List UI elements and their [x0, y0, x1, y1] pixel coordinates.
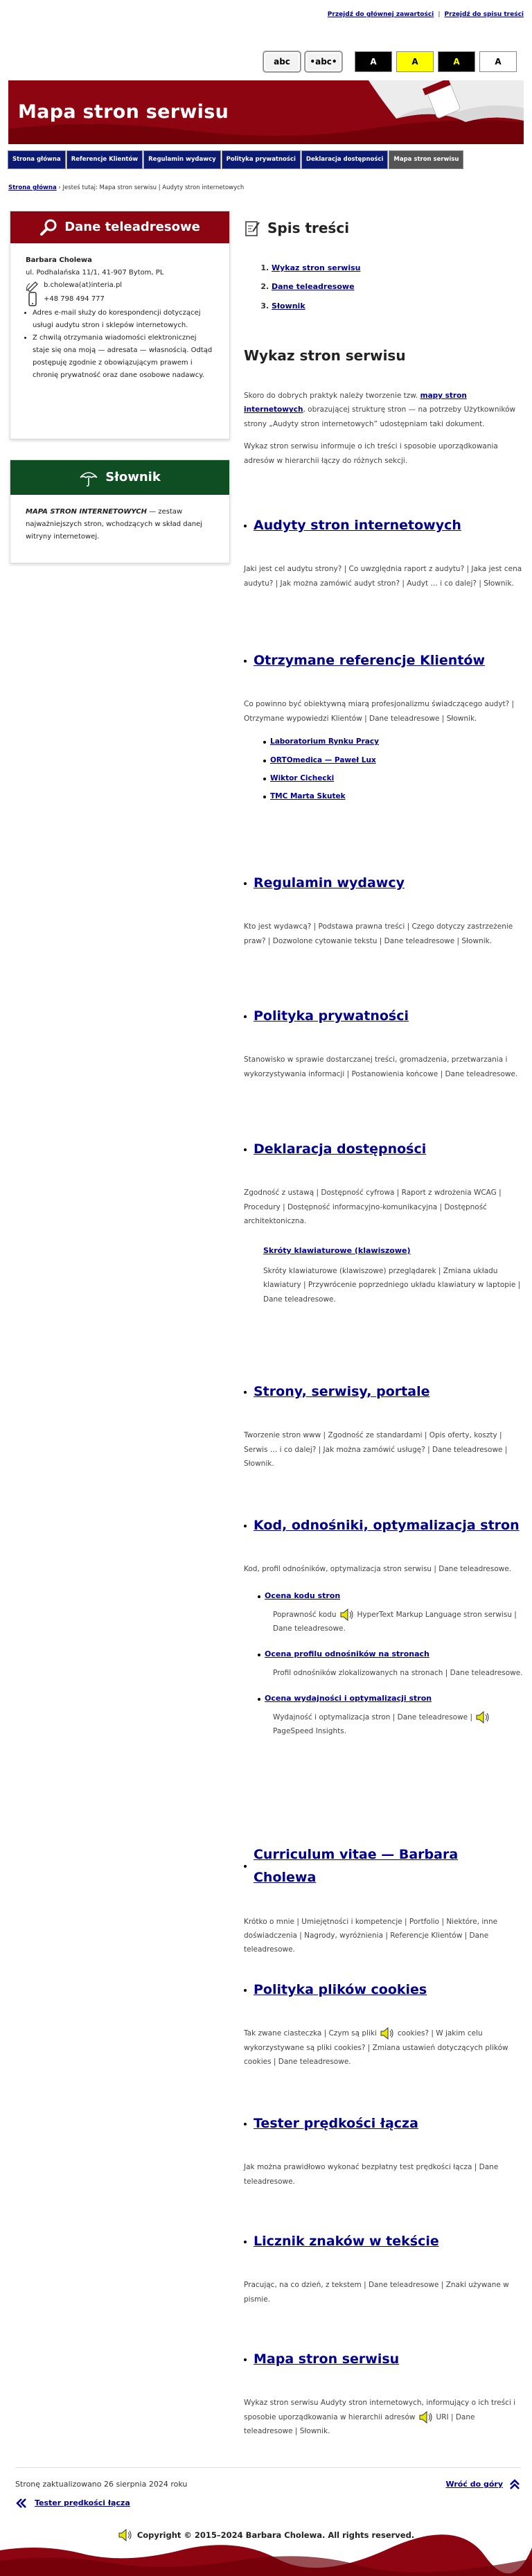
section-link[interactable]: Polityka plików cookies [254, 1982, 427, 1997]
nav-accessibility[interactable]: Deklaracja dostępności [302, 151, 388, 168]
bullet-icon [244, 1391, 247, 1394]
font-size-large-button[interactable] [305, 51, 342, 72]
bullet-icon [258, 1698, 260, 1701]
subsection-heading [263, 1244, 524, 1257]
contrast-yellow-black-button[interactable]: A [396, 51, 434, 72]
section-referencje [244, 649, 524, 809]
bullet-icon [244, 1148, 247, 1151]
contrast-white-black-button[interactable]: A [479, 51, 517, 72]
notebook-icon [244, 220, 262, 238]
subsection-list [244, 1589, 524, 1739]
subsection-heading [258, 1589, 524, 1602]
subsection-text [258, 1608, 524, 1636]
section-deklaracja [244, 1138, 524, 1306]
double-chevron-left-icon [15, 2498, 28, 2509]
bullet-icon [244, 1989, 247, 1992]
section-text: Co powinno być obiektywną miarą profesjonalizmu świadczącego audyt? | Otrzymane wypowiedzi Klientów | Dane teleadresowe | Słownik. [244, 700, 515, 723]
section-text: Stanowisko w sprawie dostarczanej treści, gromadzenia, przetwarzania i wykorzystywania informacji | Postanowienia końcowe | Dane teleadresowe. [244, 1055, 518, 1078]
breadcrumb [8, 183, 244, 193]
section-heading [244, 1138, 524, 1161]
section-link[interactable]: Polityka prywatności [254, 1008, 409, 1024]
section-text: Kto jest wydawcą? | Podstawa prawna treści | Czego dotyczy zastrzeżenie praw? | Dozwolone cytowanie tekstu | Dane teleadresowe | Słownik. [244, 922, 513, 945]
back-to-top-link[interactable] [445, 2478, 521, 2491]
section-link[interactable]: Deklaracja dostępności [254, 1141, 427, 1157]
section-text: Tworzenie stron www | Zgodność ze standardami | Opis oferty, koszty | Serwis … i co dalej? | Jak można zamówić usługę? | Dane teleadresowe | Słownik. [244, 1431, 508, 1469]
section-text: Kod, profil odnośników, optymalizacja stron serwisu | Dane teleadresowe. [244, 1565, 512, 1574]
contact-phone: +48 798 494 777 [44, 295, 105, 303]
toc-item [272, 261, 524, 274]
section-text-b: URI | Dane teleadresowe | Słownik. [244, 2412, 475, 2436]
contact-address: ul. Podhalańska 11/1, 41-907 Bytom, PL [26, 269, 164, 277]
section-link[interactable]: Regulamin wydawcy [254, 875, 405, 891]
glossary-title: Słownik [105, 470, 161, 485]
search-icon [39, 218, 57, 236]
subsection-link[interactable]: Ocena kodu stron [265, 1591, 341, 1600]
toc-item [272, 280, 524, 293]
accessibility-toolbar [263, 51, 517, 72]
bullet-icon [263, 760, 266, 762]
nav-sitemap[interactable]: Mapa stron serwisu [389, 151, 463, 168]
subsection-text [258, 1710, 524, 1739]
section-polityka [244, 1005, 524, 1081]
section-heading [244, 2112, 524, 2135]
toc-link-wykaz[interactable]: Wykaz stron serwisu [272, 263, 361, 272]
double-chevron-up-icon [508, 2479, 521, 2490]
umbrella-icon [79, 468, 98, 487]
section-cookies [244, 1979, 524, 2069]
subsection [244, 1244, 524, 1307]
toc-heading [244, 216, 524, 240]
intro-sitemap-link[interactable]: mapy stron internetowych [244, 392, 467, 414]
section-text: Jak można prawidłowo wykonać bezpłatny test prędkości łącza | Dane teleadresowe. [244, 2163, 499, 2186]
section-link[interactable]: Mapa stron serwisu [254, 2351, 400, 2367]
toc [244, 216, 524, 318]
font-size-large-right-icon: • [331, 56, 337, 67]
reference-link-ortomedica[interactable]: ORTOmedica — Paweł Lux [270, 755, 376, 764]
skip-links [328, 10, 524, 21]
bullet-icon [244, 525, 247, 527]
site-title: Mapa stron serwisu [18, 101, 229, 123]
section-licznik [244, 2230, 524, 2306]
list-item [263, 735, 524, 748]
section-heading [244, 1005, 524, 1028]
section-heading [244, 2348, 524, 2371]
subsection-heading [258, 1692, 524, 1705]
section-heading [244, 1979, 524, 2001]
bullet-icon [244, 660, 247, 663]
intro-paragraph-1 [244, 389, 524, 431]
contact-notes [26, 307, 214, 382]
pen-icon [26, 279, 39, 292]
page-title: Wykaz stron serwisu [244, 347, 406, 364]
section-regulamin [244, 872, 524, 948]
glossary-header [10, 460, 229, 495]
subsection-text: Profil odnośników zlokalizowanych na stronach | Dane teleadresowe. [273, 1669, 523, 1678]
toc-link-dane[interactable]: Dane teleadresowe [272, 282, 355, 292]
section-cv [244, 1843, 524, 1957]
section-text [244, 2026, 524, 2069]
nav-references[interactable]: Referencje Klientów [67, 151, 142, 168]
contact-phone-row [26, 292, 214, 307]
phone-icon [26, 292, 39, 307]
reference-list [244, 735, 524, 803]
skip-sep: | [438, 11, 441, 18]
section-text-b: cookies? | W jakim celu wykorzystywane są pliki cookies? | Zmiana ustawień dotyczących plików cookies | Dane teleadresowe. [244, 2029, 508, 2067]
bullet-icon [244, 2241, 247, 2243]
section-kod [244, 1514, 524, 1739]
bullet-icon [263, 778, 266, 780]
skip-to-toc-link[interactable]: Przejdź do spisu treści [444, 11, 524, 18]
toc-item [272, 299, 524, 313]
contact-name: Barbara Cholewa [26, 256, 92, 264]
nav-privacy[interactable]: Polityka prywatności [222, 151, 300, 168]
wykaz-section [244, 344, 524, 468]
intro-text-c: , obrazującej strukturę stron — na potrzeby Użytkowników strony „Audyty stron internetowych” udostępniam taki dokument. [244, 405, 516, 428]
speaker-icon[interactable] [339, 1609, 355, 1621]
contact-body [10, 243, 229, 390]
glossary-definition: — zestaw najważniejszych stron, wchodzących w skład danej witryny internetowej. [26, 508, 202, 541]
bullet-icon [263, 796, 266, 798]
intro-text-a: Skoro do dobrych praktyk należy tworzenie tzw. [244, 392, 420, 400]
speaker-icon[interactable] [475, 1711, 490, 1724]
contact-note-1: • Adres e-mail służy do korespondencji dotyczącej usługi audytu stron i sklepów internetowych. [33, 307, 214, 332]
subsection-text: Skróty klawiaturowe (klawiszowe) przeglądarek | Zmiana układu klawiatury | Przywrócenie poprzedniego układu klawiatury w laptopie | Dane teleadresowe. [263, 1266, 521, 1304]
font-size-normal-button[interactable]: abc [263, 51, 301, 72]
font-size-large-left-icon: • [310, 56, 316, 67]
section-link[interactable]: Audyty stron internetowych [254, 518, 461, 533]
toc-title: Spis treści [267, 220, 350, 236]
nav-regulations[interactable]: Regulamin wydawcy [144, 151, 220, 168]
toc-list [244, 261, 524, 313]
breadcrumb-current: Jesteś tutaj: Mapa stron serwisu | Audyty stron internetowych [62, 184, 245, 191]
section-heading [244, 1843, 524, 1890]
bullet-icon [263, 741, 266, 744]
contrast-black-white-button[interactable]: A [355, 51, 392, 72]
list-item [263, 772, 524, 785]
subsection-text-a: Wydajność i optymalizacja stron | Dane teleadresowe | [273, 1712, 473, 1721]
speed-tester-link[interactable] [15, 2496, 130, 2509]
section-heading [244, 649, 524, 672]
section-link[interactable]: Curriculum vitae — Barbara Cholewa [253, 1847, 459, 1886]
section-link[interactable]: Tester prędkości łącza [254, 2116, 418, 2131]
last-updated: Stronę zaktualizowano 26 sierpnia 2024 roku [15, 2480, 188, 2489]
bullet-icon [258, 1654, 260, 1656]
section-audyty [244, 514, 524, 590]
section-heading [244, 514, 524, 537]
subsection-link[interactable]: Ocena wydajności i optymalizacji stron [265, 1693, 432, 1703]
subsection-text-b: PageSpeed Insights. [273, 1727, 347, 1736]
contact-header [10, 211, 229, 243]
contact-note-2: • Z chwilą otrzymania wiadomości elektronicznej staje się ona moją — adresata — własnością. Odtąd postępuję zgodnie z obowiązującym prawem i chronię prywatność oraz dane osobowe nadawcy. [33, 332, 214, 382]
section-tester [244, 2112, 524, 2189]
section-text-a: Tak zwane ciasteczka | Czym są pliki [244, 2029, 377, 2038]
breadcrumb-sep: › [58, 184, 61, 191]
glossary-box [10, 459, 230, 563]
subsection-text-b: HyperText Markup Language stron serwisu | Dane teleadresowe. [273, 1610, 517, 1633]
contact-email-row [26, 279, 214, 292]
section-link[interactable]: Licznik znaków w tekście [254, 2234, 439, 2249]
reference-link-lrp[interactable]: Laboratorium Rynku Pracy [270, 737, 379, 746]
section-heading [244, 1381, 524, 1403]
speaker-icon[interactable] [380, 2027, 395, 2040]
subsection-link[interactable]: Skróty klawiaturowe (klawiszowe) [263, 1245, 411, 1255]
glossary-body [10, 495, 229, 552]
font-size-large-label: abc [315, 56, 332, 67]
section-heading [244, 1514, 524, 1537]
section-text: Pracując, na co dzień, z tekstem | Dane teleadresowe | Znaki używane w pismie. [244, 2281, 509, 2304]
speaker-icon[interactable] [418, 2411, 434, 2424]
speaker-icon[interactable] [118, 2529, 133, 2541]
speed-tester-label: Tester prędkości łącza [35, 2498, 130, 2507]
copyright: Copyright © 2015–2024 Barbara Cholewa. All rights reserved. [136, 2530, 415, 2540]
contact-box [10, 211, 230, 439]
list-item [263, 790, 524, 803]
breadcrumb-home[interactable]: Strona główna [8, 184, 57, 191]
section-mapa [244, 2348, 524, 2439]
contact-title: Dane teleadresowe [64, 220, 200, 235]
back-to-top-label: Wróć do góry [445, 2480, 503, 2489]
bullet-icon [258, 1595, 260, 1598]
bullet-icon [244, 1015, 247, 1018]
section-text [244, 2396, 524, 2438]
copyright-row [0, 2528, 532, 2542]
section-link[interactable]: Otrzymane referencje Klientów [254, 653, 486, 668]
section-heading [244, 872, 524, 895]
section-link[interactable]: Kod, odnośniki, optymalizacja stron [254, 1518, 520, 1533]
skip-to-main-link[interactable]: Przejdź do głównej zawartości [327, 11, 434, 18]
glossary-term: MAPA STRON INTERNETOWYCH [26, 508, 147, 516]
subsection-link[interactable]: Ocena profilu odnośników na stronach [265, 1649, 429, 1658]
reference-link-cichecki[interactable]: Wiktor Cichecki [270, 773, 335, 782]
nav-home[interactable]: Strona główna [8, 151, 65, 168]
section-link[interactable]: Strony, serwisy, portale [254, 1384, 430, 1399]
section-heading [244, 2230, 524, 2253]
section-strony [244, 1381, 524, 1471]
bullet-icon [244, 2358, 247, 2361]
list-item [263, 754, 524, 766]
site-banner [8, 80, 524, 144]
subsection-text-a: Poprawność kodu [273, 1610, 337, 1619]
reference-link-tmc[interactable]: TMC Marta Skutek [270, 792, 346, 801]
bullet-icon [244, 1865, 247, 1868]
intro-paragraph-2: Wykaz stron serwisu informuje o ich treści i sposobie uporządkowania adresów w hierarchii łączy do różnych sekcji. [244, 442, 498, 465]
section-text-a: Wykaz stron serwisu Audyty stron internetowych, informujący o ich treści i sposobie uporządkowania w hierarchii adresów [244, 2399, 516, 2421]
bullet-icon [244, 882, 247, 885]
subsection-heading [258, 1647, 524, 1661]
section-text: Krótko o mnie | Umiejętności i kompetencje | Portfolio | Niektóre, inne doświadczenia | Nagrody, wyróżnienia | Referencje Klientów | Dane teleadresowe. [244, 1917, 498, 1954]
section-text: Jaki jest cel audytu strony? | Co uwzględnia raport z audytu? | Jaka jest cena audytu? | Jak można zamówić audyt stron? | Audyt … i co dalej? | Słownik. [244, 565, 522, 588]
footer-link-row [15, 2496, 130, 2509]
main-nav [8, 151, 463, 168]
contact-email: b.cholewa(at)interia.pl [44, 281, 123, 289]
contrast-black-yellow-button[interactable]: A [438, 51, 475, 72]
footer-bar [15, 2467, 521, 2491]
bullet-icon [244, 2123, 247, 2126]
toc-link-slownik[interactable]: Słownik [272, 301, 305, 310]
bullet-icon [244, 1525, 247, 1527]
section-text: Zgodność z ustawą | Dostępność cyfrowa | Raport z wdrożenia WCAG | Procedury | Dostępność informacyjno-komunikacyjna | Dostępność architektoniczna. [244, 1189, 502, 1226]
